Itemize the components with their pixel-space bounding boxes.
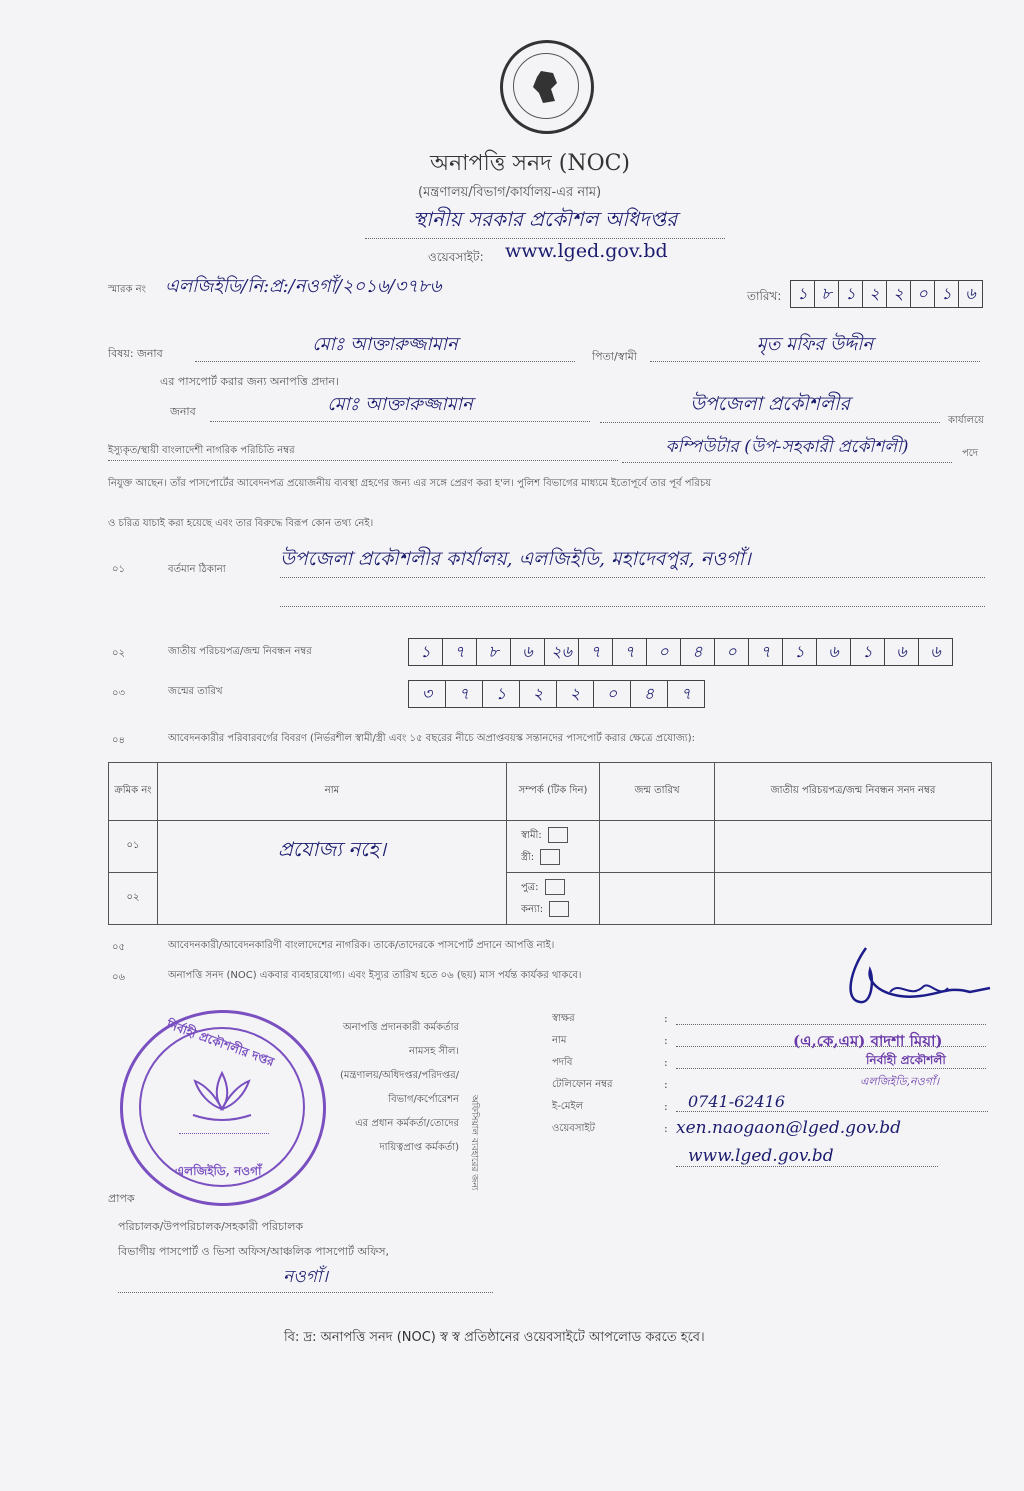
stamp-title: নির্বাহী প্রকৌশলী <box>866 1053 946 1067</box>
janab-label: জনাব <box>170 405 196 418</box>
nid-digit-box: ১ <box>783 639 817 665</box>
nid-digit-box: ৬ <box>817 639 851 665</box>
subtitle: (মন্ত্রণালয়/বিভাগ/কার্যালয়-এর নাম) <box>418 185 602 200</box>
rel-husband: স্বামী: <box>521 829 542 841</box>
map-emblem-icon <box>527 67 567 107</box>
date-label: তারিখ: <box>747 289 782 303</box>
nid-digit-box: ৭ <box>749 639 783 665</box>
office-upazila: উপজেলা প্রকৌশলীর <box>600 390 940 423</box>
nid-digit-box: ৭ <box>579 639 613 665</box>
nid-digit-box: ৭ <box>613 639 647 665</box>
memo-number: এলজিইডি/নি:প্র:/নওগাঁ/২০১৬/৩৭৮৬ <box>165 276 442 297</box>
not-applicable-text: প্রযোজ্য নহে। <box>278 837 386 861</box>
item-5: আবেদনকারী/আবেদনকারিণী বাংলাদেশের নাগরিক। তাকে/তাদেরকে পাসপোর্ট প্রদানে আপত্তি নাই। <box>168 940 555 951</box>
name-again: মোঃ আক্তারুজ্জামান <box>210 390 590 422</box>
nid-digit-box: ১ <box>851 639 885 665</box>
table-header-relation: সম্পর্ক (টিক দিন) <box>507 763 600 821</box>
seal-dotted-line <box>179 1133 269 1134</box>
dob-digit-box: ২ <box>557 681 594 707</box>
auth-line: দায়িত্বপ্রাপ্ত কর্মকর্তা) <box>379 1142 460 1153</box>
footer-note: বি: দ্র: অনাপত্তি সনদ (NOC) স্ব স্ব প্রতিষ্ঠানের ওয়েবসাইটে আপলোড করতে হবে। <box>284 1330 705 1345</box>
authority-block <box>340 1016 459 1160</box>
nid-cell <box>715 821 992 873</box>
email-value: xen.naogaon@lged.gov.bd <box>676 1118 902 1138</box>
stamp-office: এলজিইডি,নওগাঁ। <box>860 1075 940 1088</box>
address-value: উপজেলা প্রকৌশলীর কার্যালয়, এলজিইডি, মহাদেবপুর, নওগাঁ। <box>280 545 985 578</box>
website-label: ওয়েবসাইট: <box>428 250 484 264</box>
field-label: টেলিফোন নম্বর <box>552 1079 613 1090</box>
daughter-checkbox[interactable] <box>549 901 569 917</box>
dob-label: জন্মের তারিখ <box>168 686 223 697</box>
seal-text-bottom: এলজিইডি, নওগাঁ <box>175 1164 262 1178</box>
table-header-name: নাম <box>158 763 507 821</box>
recipient-line-2: বিভাগীয় পাসপোর্ট ও ভিসা অফিস/আঞ্চলিক পাসপোর্ট অফিস, <box>118 1245 389 1258</box>
row-serial: ০২ <box>109 873 158 925</box>
relation-cell <box>507 873 600 925</box>
nid-number-label: ০২ <box>112 648 126 659</box>
son-checkbox[interactable] <box>545 879 565 895</box>
website-value: www.lged.gov.bd <box>505 240 668 262</box>
document-title: অনাপত্তি সনদ (NOC) <box>430 151 631 176</box>
signature-icon <box>830 940 1000 1020</box>
date-digit-box: ১ <box>839 281 863 307</box>
auth-line: নামসহ সীল। <box>409 1046 460 1057</box>
date-digit-box: ০ <box>911 281 935 307</box>
sig-line <box>676 1024 986 1025</box>
nid-digit-box: ৮ <box>477 639 511 665</box>
date-digit-box: ১ <box>935 281 959 307</box>
table-row <box>109 821 992 873</box>
field-label: ওয়েবসাইট <box>552 1123 595 1134</box>
nid-boxes <box>408 638 953 666</box>
field-label: নাম <box>552 1035 567 1046</box>
date-digit-box: ১ <box>791 281 815 307</box>
office-seal <box>120 1010 326 1206</box>
auth-line: অনাপত্তি প্রদানকারী কর্মকর্তার <box>343 1022 460 1033</box>
applicant-name: মোঃ আক্তারুজ্জামান <box>195 330 575 362</box>
dob-number-label: ০৩ <box>112 688 126 699</box>
stamp-name: (এ,কে,এম) বাদশা মিয়া) <box>793 1032 943 1050</box>
date-boxes <box>790 280 983 308</box>
date-digit-box: ২ <box>887 281 911 307</box>
father-name: মৃত মফির উদ্দীন <box>650 330 980 362</box>
dob-digit-box: ৩ <box>409 681 446 707</box>
website2-value: www.lged.gov.bd <box>676 1146 938 1167</box>
nid-label: জাতীয় পরিচয়পত্র/জন্ম নিবন্ধন নম্বর <box>168 646 312 657</box>
address-number: ০১ <box>112 564 125 575</box>
recipient-label: প্রাপক <box>108 1192 135 1205</box>
dob-digit-box: ০ <box>594 681 631 707</box>
nid-digit-box: ৬ <box>885 639 919 665</box>
nid-digit-box: ০ <box>715 639 749 665</box>
nid-digit-box: ৬ <box>930 642 941 661</box>
para-2: ও চরিত্র যাচাই করা হয়েছে এবং তার বিরুদ্ধে বিরূপ কোন তথ্য নেই। <box>108 518 374 529</box>
father-label: পিতা/স্বামী <box>592 350 637 363</box>
office-suffix: কার্যালয়ে <box>948 415 984 426</box>
dob-cell <box>600 873 715 925</box>
item-6: অনাপত্তি সনদ (NOC) একবার ব্যবহারযোগ্য। এবং ইস্যুর তারিখ হতে ০৬ (ছয়) মাস পর্যন্ত কার্যকর থাকবে। <box>168 970 582 981</box>
nid-digit-box: ৭ <box>443 639 477 665</box>
field-label: ই-মেইল <box>552 1101 584 1112</box>
auth-line: (মন্ত্রণালয়/অধিদপ্তর/পরিদপ্তর/ <box>340 1070 460 1081</box>
address-label: বর্তমান ঠিকানা <box>168 564 226 575</box>
date-digit-box: ৮ <box>815 281 839 307</box>
rel-daughter: কন্যা: <box>521 903 544 915</box>
item-6-number: ০৬ <box>112 972 126 983</box>
rel-son: পুত্র: <box>521 881 539 893</box>
designation-suffix: পদে <box>962 448 979 459</box>
dob-boxes <box>408 680 705 708</box>
recipient-line-1: পরিচালক/উপপরিচালক/সহকারী পরিচালক <box>118 1220 304 1233</box>
vertical-note: অফিসিয়াল ব্যবহারের জন্য <box>469 1095 479 1191</box>
lotus-icon <box>187 1069 257 1125</box>
dob-digit-box: ১ <box>483 681 520 707</box>
recipient-line-3: নওগাঁ। <box>118 1264 493 1293</box>
date-digit-box: ৬ <box>965 284 976 303</box>
rel-wife: স্ত্রী: <box>521 851 535 863</box>
table-header-serial: ক্রমিক নং <box>109 763 158 821</box>
item-5-number: ০৫ <box>112 942 125 953</box>
seal-text-top: নির্বাহী প্রকৌশলীর দপ্তর <box>164 1017 276 1070</box>
auth-line: বিভাগ/কর্পোরেশন <box>388 1094 460 1105</box>
auth-line: এর প্রধান কর্মকর্তা/তোদের <box>355 1118 460 1129</box>
government-seal <box>500 40 594 134</box>
line-4: ইস্যুকৃত/স্থায়ী বাংলাদেশী নাগরিক পরিচিতি নম্বর <box>108 443 618 461</box>
table-header-dob: জন্ম তারিখ <box>600 763 715 821</box>
family-number: ০৪ <box>112 735 125 746</box>
dob-cell <box>600 821 715 873</box>
relation-cell <box>507 821 600 873</box>
wife-checkbox[interactable] <box>540 849 560 865</box>
husband-checkbox[interactable] <box>548 827 568 843</box>
field-label: পদবি <box>552 1057 573 1068</box>
dob-digit-box: ৭ <box>680 684 692 703</box>
subject-label: বিষয়: জনাব <box>108 347 163 360</box>
dob-digit-box: ২ <box>520 681 557 707</box>
nid-digit-box: ১ <box>409 639 443 665</box>
nid-digit-box: ৬ <box>511 639 545 665</box>
nid-digit-box: ৪ <box>681 639 715 665</box>
field-labels <box>552 1008 613 1140</box>
nid-digit-box: ০ <box>647 639 681 665</box>
family-label: আবেদনকারীর পরিবারবর্গের বিবরণ (নির্ভরশীল স্বামী/স্ত্রী এবং ১৫ বছরের নীচে অপ্রাপ্তবয়স্ক সন্তানদের পাসপোর্ট করার ক্ষেত্রে প্রযোজ্য): <box>168 733 695 744</box>
line-2: এর পাসপোর্ট করার জন্য অনাপত্তি প্রদান। <box>160 375 339 388</box>
dob-digit-box: ৪ <box>631 681 668 707</box>
field-label: স্বাক্ষর <box>552 1013 575 1024</box>
table-header-nid: জাতীয় পরিচয়পত্র/জন্ম নিবন্ধন সনদ নম্বর <box>715 763 992 821</box>
family-table <box>108 762 992 925</box>
nid-cell <box>715 873 992 925</box>
dob-digit-box: ৭ <box>446 681 483 707</box>
not-applicable <box>158 821 507 925</box>
para-1: নিযুক্ত আছেন। তাঁর পাসপোর্টের আবেদনপত্র প্রয়োজনীয় ব্যবস্থা গ্রহণের জন্য এর সঙ্গে প্রেরণ করা হ'ল। পুলিশ বিভাগের মাধ্যমে ইতোপূর্বে তার পূর্ব পরিচয় <box>108 478 712 489</box>
phone-value: 0741-62416 <box>676 1092 988 1112</box>
office-name: স্থানীয় সরকার প্রকৌশল অধিদপ্তর <box>365 205 725 239</box>
designation: কম্পিউটার (উপ-সহকারী প্রকৌশলী) <box>622 434 952 463</box>
field-colons: : : : : : : <box>664 1012 668 1135</box>
nid-digit-box: ২৬ <box>545 639 579 665</box>
date-digit-box: ২ <box>863 281 887 307</box>
memo-label: স্মারক নং <box>108 284 146 295</box>
address-line-2 <box>280 600 985 607</box>
row-serial: ০১ <box>109 821 158 873</box>
